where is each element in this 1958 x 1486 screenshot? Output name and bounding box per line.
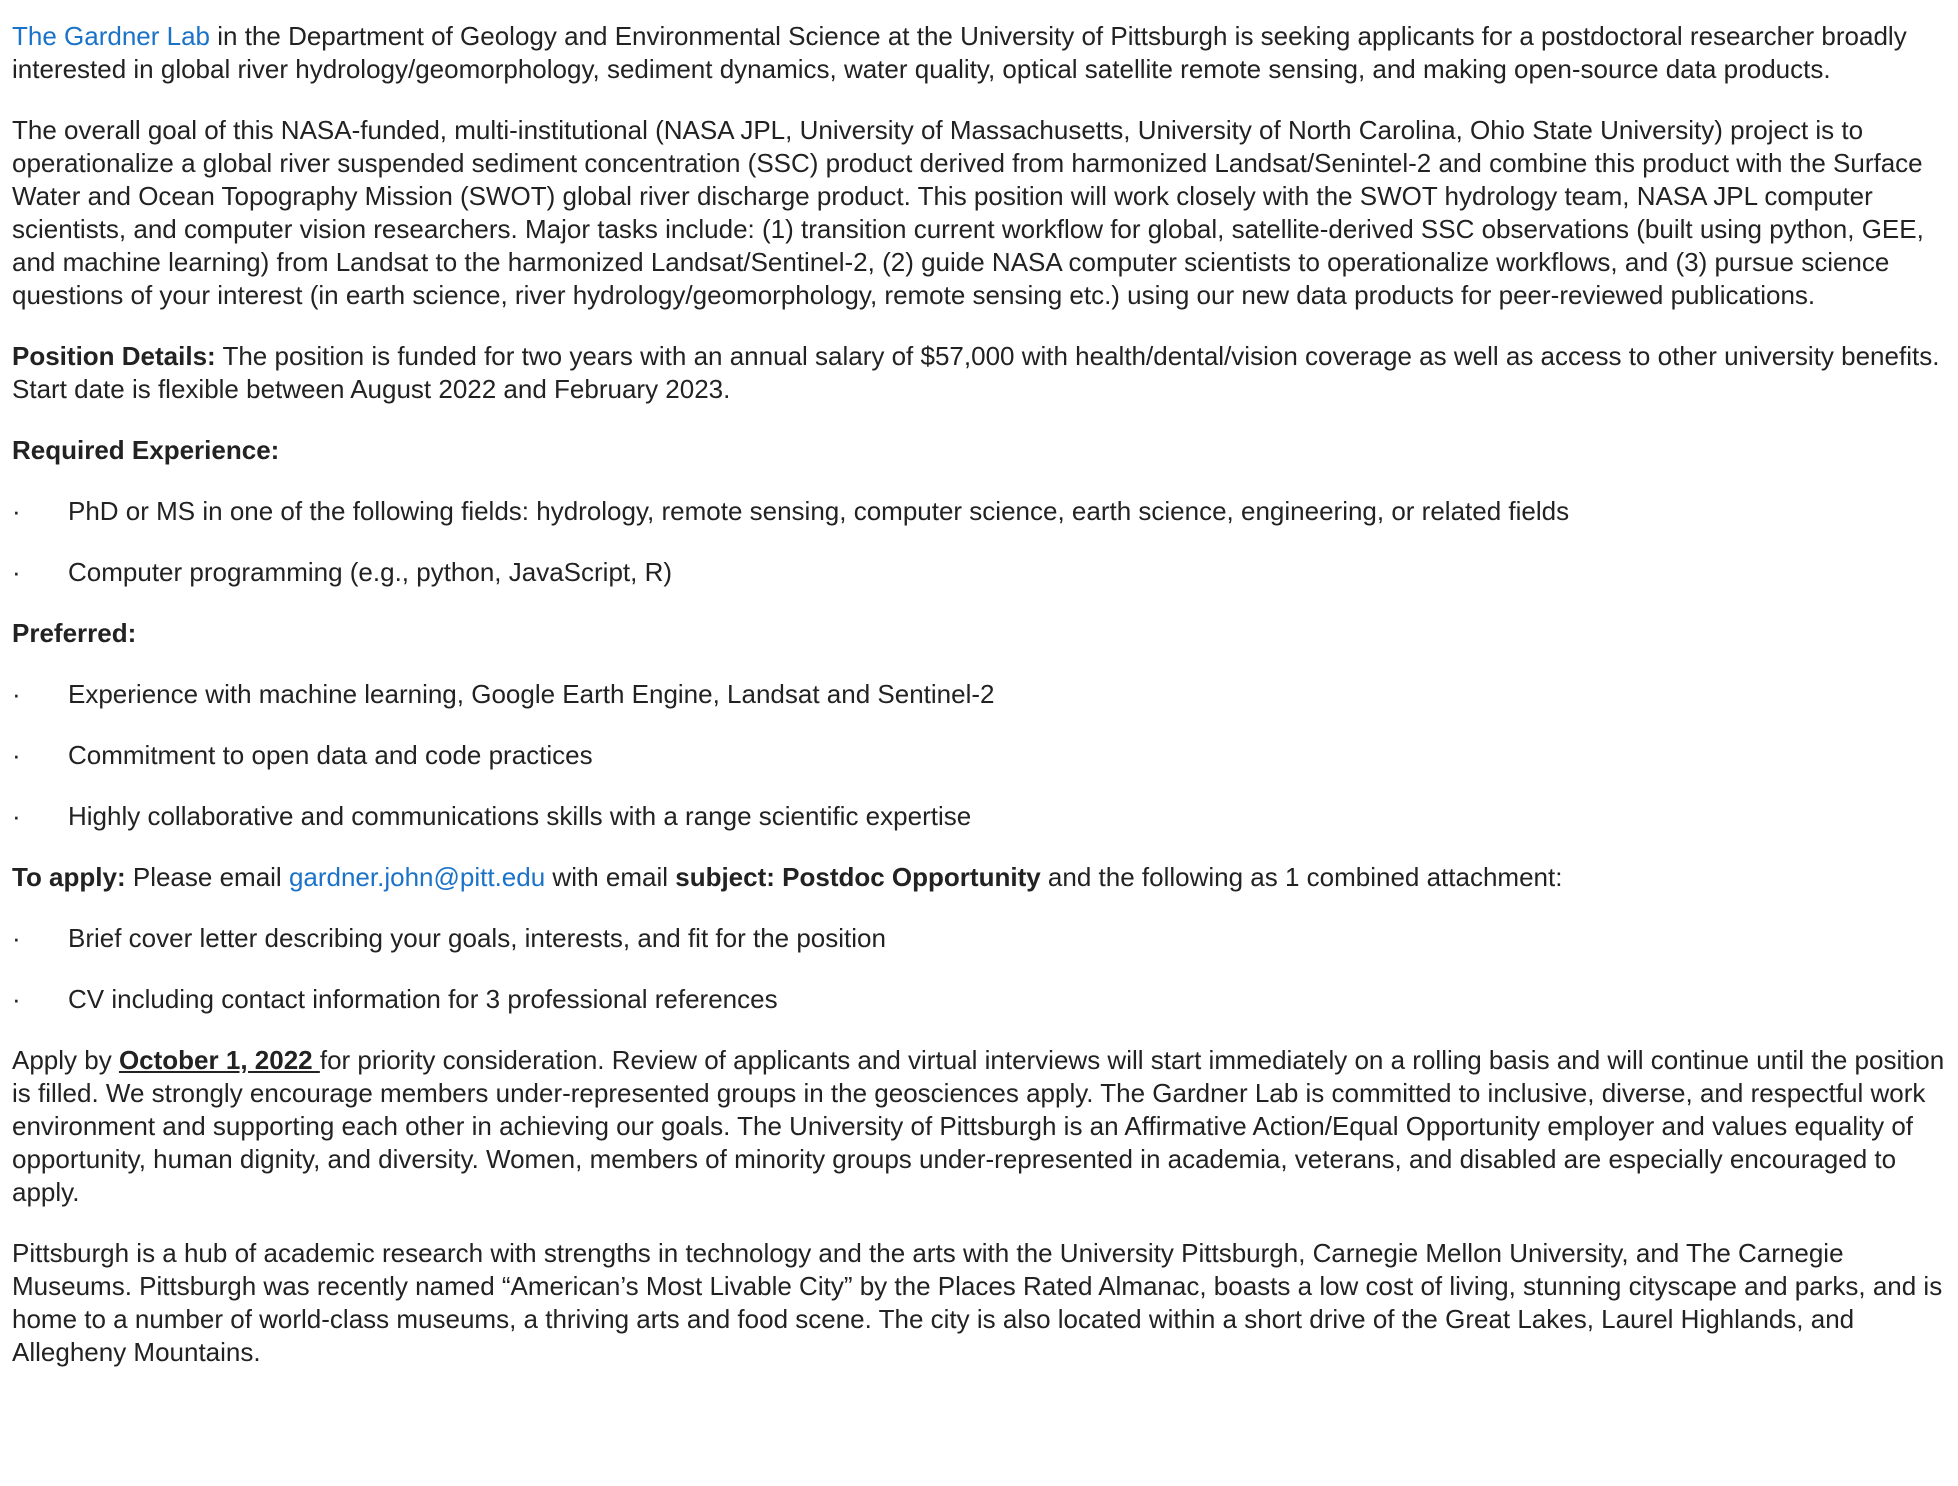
position-paragraph [12, 340, 1946, 406]
required-heading: Required Experience: [12, 435, 280, 465]
required-item: PhD or MS in one of the following fields: hydrology, remote sensing, computer science, earth science, engineering, or related fields [68, 496, 1570, 526]
bullet-icon: · [12, 557, 21, 587]
deadline-date: October 1, 2022 [118, 1045, 320, 1075]
preferred-item: Highly collaborative and communications skills with a range scientific expertise [68, 801, 972, 831]
preferred-heading: Preferred: [12, 618, 137, 648]
deadline-paragraph: Apply by October 1, 2022 for priority consideration. Review of applicants and virtual interviews will start immediately on a rolling basis and will continue until the position is filled. We strongly encourage members under-represented groups in the geosciences apply. The Gardner Lab is committed to inclusive, diverse, and respectful work environment and supporting each other in achieving our goals. The University of Pittsburgh is an Affirmative Action/Equal Opportunity employer and values equality of opportunity, human dignity, and diversity. Women, members of minority groups under-represented in academia, veterans, and disabled are especially encouraged to apply. [12, 1045, 1945, 1207]
list-item [12, 983, 1946, 1016]
preferred-item: Experience with machine learning, Google Earth Engine, Landsat and Sentinel-2 [68, 679, 995, 709]
list-item [12, 800, 1946, 833]
list-item [12, 678, 1946, 711]
position-label: Position Details: [12, 341, 216, 371]
email-link[interactable]: gardner.john@pitt.edu [288, 862, 546, 892]
intro-text: in the Department of Geology and Environmental Science at the University of Pittsburgh is seeking applicants for a postdoctoral researcher broadly interested in global river hydrology/geomorphology, sediment dynamics, water quality, optical satellite remote sensing, and making open-source data products. [12, 21, 1907, 84]
goal-paragraph: The overall goal of this NASA-funded, multi-institutional (NASA JPL, University of Massachusetts, University of North Carolina, Ohio State University) project is to operationalize a global river suspended sediment concentration (SSC) product derived from harmonized Landsat/Senintel-2 and combine this product with the Surface Water and Ocean Topography Mission (SWOT) global river discharge product. This position will work closely with the SWOT hydrology team, NASA JPL computer scientists, and computer vision researchers. Major tasks include: (1) transition current workflow for global, satellite-derived SSC observations (built using python, GEE, and machine learning) from Landsat to the harmonized Landsat/Sentinel-2, (2) guide NASA computer scientists to operationalize workflows, and (3) pursue science questions of your interest (in earth science, river hydrology/geomorphology, remote sensing etc.) using our new data products for peer-reviewed publications. [12, 115, 1924, 310]
preferred-item: Commitment to open data and code practices [68, 740, 593, 770]
bullet-icon: · [12, 984, 21, 1014]
apply-paragraph: To apply: Please email gardner.john@pitt.edu with email subject: Postdoc Opportunity and the following as 1 combined attachment: [12, 862, 1563, 892]
bullet-icon: · [12, 496, 21, 526]
position-text: The position is funded for two years with an annual salary of $57,000 with health/dental/vision coverage as well as access to other university benefits. Start date is flexible between August 2022 and February 2023. [12, 341, 1940, 404]
intro-paragraph [12, 20, 1946, 86]
list-item [12, 556, 1946, 589]
bullet-icon: · [12, 801, 21, 831]
bullet-icon: · [12, 923, 21, 953]
list-item [12, 739, 1946, 772]
list-item [12, 922, 1946, 955]
bullet-icon: · [12, 740, 21, 770]
gardner-lab-link[interactable]: The Gardner Lab [12, 21, 211, 51]
apply-label: To apply: [12, 862, 126, 892]
required-item: Computer programming (e.g., python, JavaScript, R) [68, 557, 673, 587]
apply-item: CV including contact information for 3 professional references [68, 984, 778, 1014]
bullet-icon: · [12, 679, 21, 709]
email-subject: subject: Postdoc Opportunity [675, 862, 1041, 892]
pittsburgh-paragraph: Pittsburgh is a hub of academic research with strengths in technology and the arts with the University Pittsburgh, Carnegie Mellon University, and The Carnegie Museums. Pittsburgh was recently named “American’s Most Livable City” by the Places Rated Almanac, boasts a low cost of living, stunning cityscape and parks, and is home to a number of world-class museums, a thriving arts and food scene. The city is also located within a short drive of the Great Lakes, Laurel Highlands, and Allegheny Mountains. [12, 1238, 1943, 1367]
list-item [12, 495, 1946, 528]
apply-item: Brief cover letter describing your goals, interests, and fit for the position [68, 923, 886, 953]
